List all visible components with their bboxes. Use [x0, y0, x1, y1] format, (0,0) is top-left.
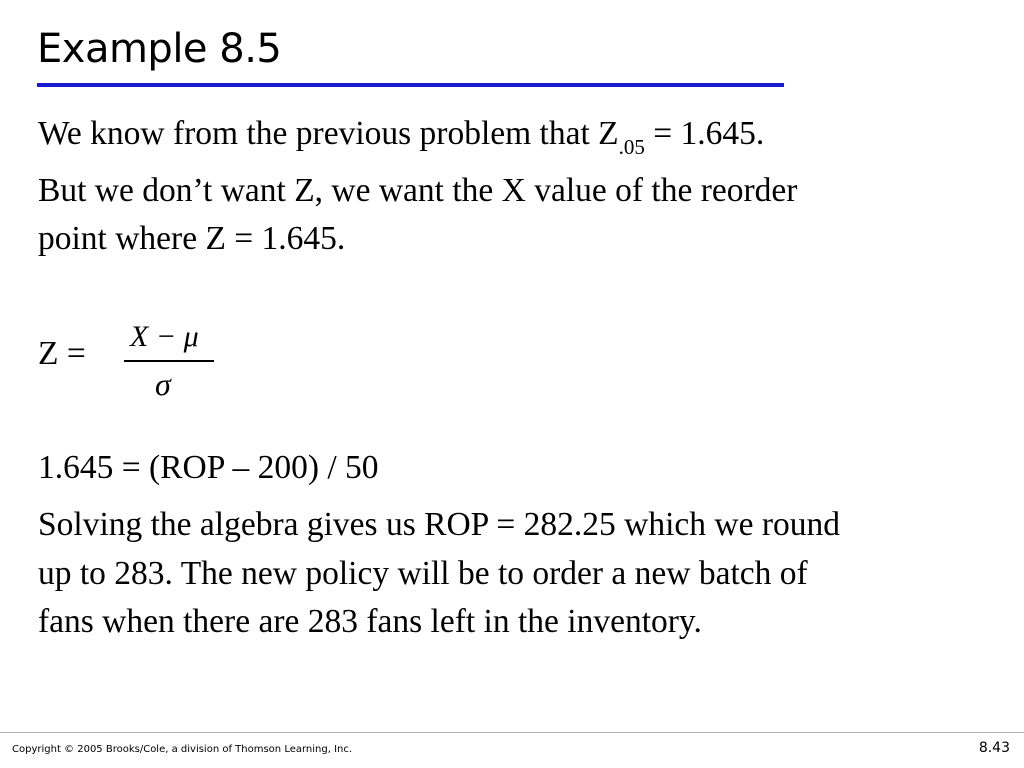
formula-denominator: σ — [155, 366, 171, 402]
line1-subscript: .05 — [618, 135, 645, 159]
text-line-z05 — [38, 110, 764, 161]
text-line-2b: point where Z = 1.645. — [38, 220, 346, 257]
line1-value: = 1.645. — [644, 115, 765, 152]
z-label: Z = — [38, 335, 86, 372]
solution-line-3: fans when there are 283 fans left in the inventory. — [38, 603, 702, 640]
z-formula — [122, 318, 214, 408]
formula-numerator: X − μ — [130, 320, 199, 353]
solution-line-1: Solving the algebra gives us ROP = 282.25 which we round — [38, 506, 841, 543]
slide-number: 8.43 — [978, 740, 1010, 756]
title-underline — [37, 83, 784, 87]
footer-divider — [0, 732, 1024, 733]
rop-equation: 1.645 = (ROP – 200) / 50 — [38, 449, 379, 486]
text-line-2a: But we don’t want Z, we want the X value of the reorder — [38, 172, 798, 209]
line1-text: We know from the previous problem that Z — [38, 115, 619, 152]
fraction-bar — [124, 360, 214, 362]
copyright-notice: Copyright © 2005 Brooks/Cole, a division of Thomson Learning, Inc. — [12, 744, 353, 755]
solution-line-2: up to 283. The new policy will be to order a new batch of — [38, 555, 808, 592]
slide-title: Example 8.5 — [37, 26, 282, 72]
